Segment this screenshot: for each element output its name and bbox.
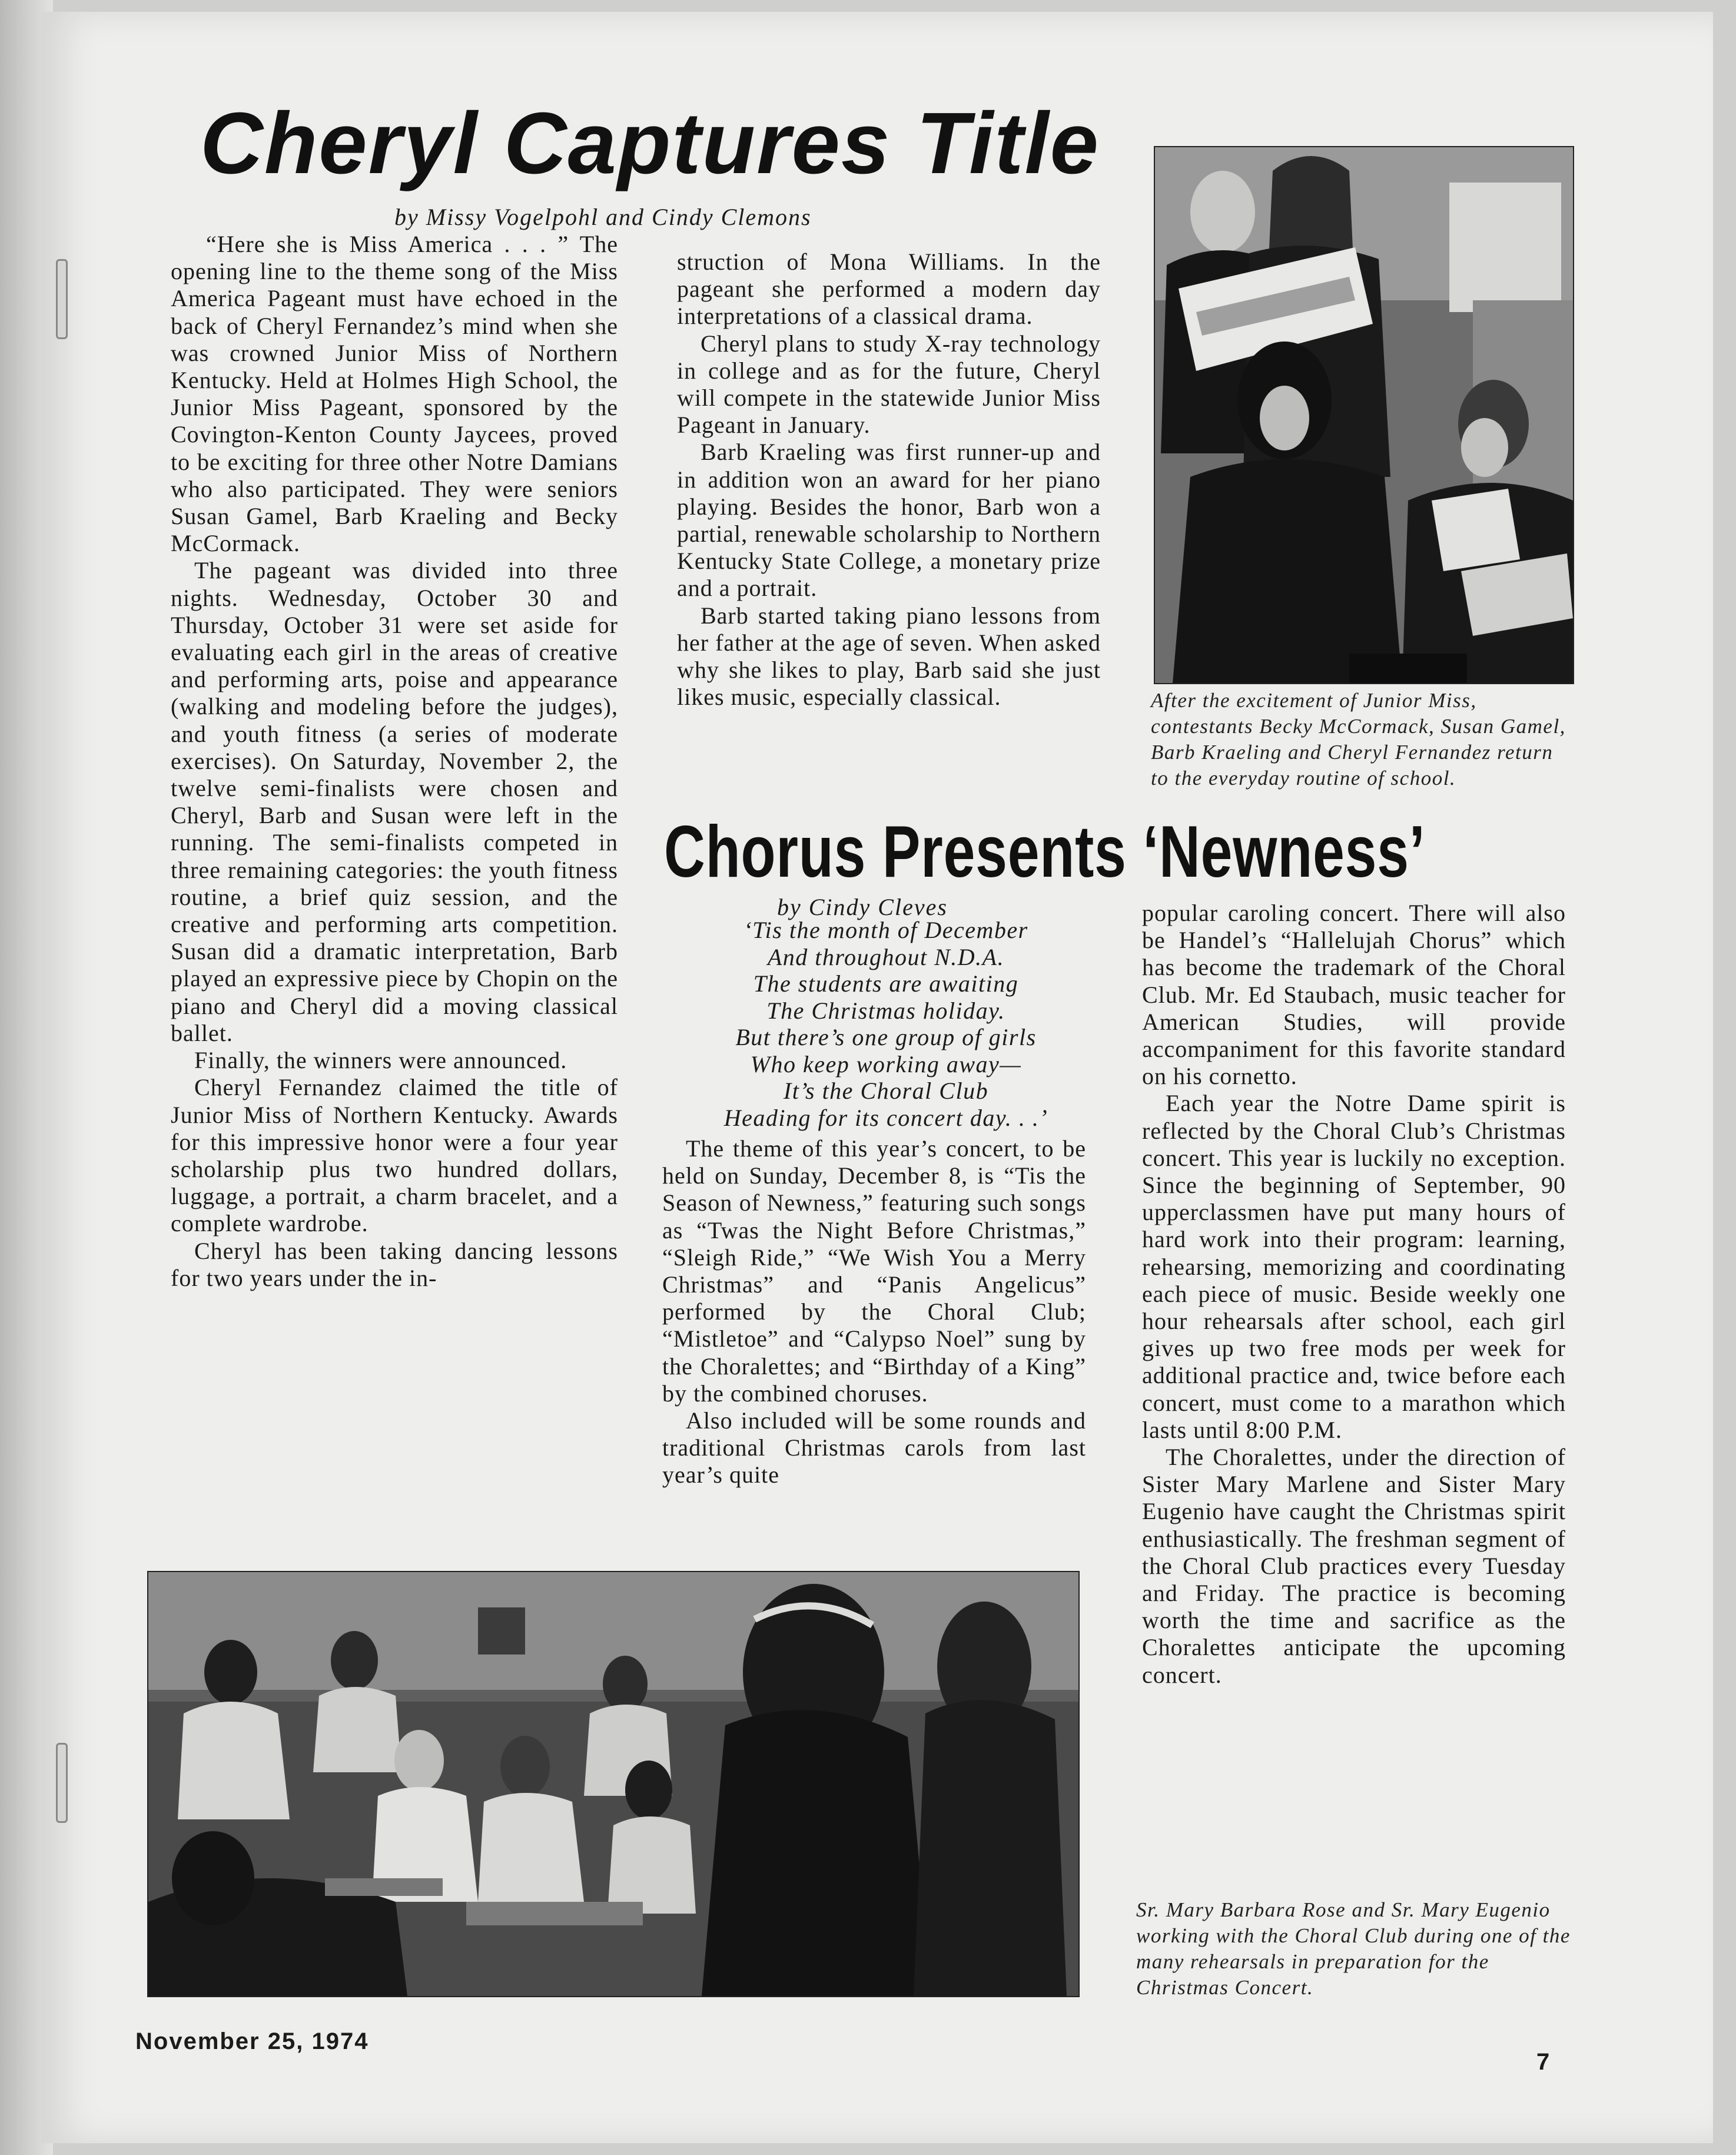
- paragraph: “Here she is Miss America . . . ” The opening line to the theme song of the Miss America Pageant must have echoed in the back of Cheryl Fernandez’s mind when she was crowned Junior Miss of Northern Kentucky. Held at Holmes High School, the Junior Miss Pageant, sponsored by the Covington-Kenton County Jaycees, proved to be exciting for three other Notre Damians who also participated. They were seniors Susan Gamel, Barb Kraeling and Becky McCormack.: [171, 231, 618, 557]
- paragraph: Also included will be some rounds and traditional Christmas carols from last year’s quite: [662, 1407, 1086, 1488]
- issue-date: November 25, 1974: [135, 2028, 369, 2054]
- paragraph: The theme of this year’s concert, to be held on Sunday, December 8, is “Tis the Season of Newness,” featuring such songs as “Twas the Night Before Christmas,” “Sleigh Ride,” “We Wish You a Merry Christmas” and “Panis Angelicus” performed by the Choral Club; “Mistletoe” and “Calypso Noel” sung by the Choralettes; and “Birthday of a King” by the combined choruses.: [662, 1135, 1086, 1407]
- article2-poem: [668, 917, 1104, 1131]
- paragraph: Barb Kraeling was first runner-up and in addition won an award for her piano playing. Besides the honor, Barb won a partial, renewable scholarship to Northern Kentucky State College, a monetary prize and a portrait.: [677, 439, 1101, 602]
- poem-line: Who keep working away—: [750, 1050, 1022, 1078]
- poem-line: It’s the Choral Club: [783, 1078, 989, 1104]
- article2-headline: Chorus Presents ‘Newness’: [664, 811, 1426, 893]
- staple-bottom: [56, 1743, 68, 1823]
- paragraph: Each year the Notre Dame spirit is reflected by the Choral Club’s Christmas concert. This year is luckily no exception. Since the beginning of September, 90 upperclassmen have put many hours of hard work into their program: learning, rehearsing, memorizing and coordinating each piece of music. Beside weekly one hour rehearsals after school, each girl gives up two free mods per week for additional practice and, twice before each concert, must come to a marathon which lasts until 8:00 P.M.: [1142, 1090, 1566, 1443]
- poem-line: And throughout N.D.A.: [767, 943, 1005, 970]
- paragraph: Finally, the winners were announced.: [194, 1047, 567, 1074]
- junior-miss-photo: [1154, 146, 1574, 684]
- paragraph: Cheryl has been taking dancing lessons for two years under the in-: [171, 1237, 618, 1291]
- poem-line: But there’s one group of girls: [735, 1024, 1037, 1050]
- article2-column-1: [662, 1135, 1086, 1489]
- paragraph: The pageant was divided into three nights. Wednesday, October 30 and Thursday, October 31 were set aside for evaluating each girl in the areas of creative and performing arts, poise and appearance (walking and modeling before the judges), and youth fitness (a series of moderate exercises). On Saturday, November 2, the twelve semi-finalists were chosen and Cheryl, Barb and Susan were left in the running. The semi-finalists competed in three remaining categories: the youth fitness routine, a brief quiz session, and the creative and performing arts competition. Susan did a dramatic interpretation, Barb played an expressive piece by Chopin on the piano and Cheryl did a moving classical ballet.: [171, 557, 618, 1046]
- poem-line: ‘Tis the month of December: [743, 917, 1028, 943]
- article1-byline: by Missy Vogelpohl and Cindy Clemons: [394, 204, 812, 230]
- article1-column-1: [171, 231, 618, 1292]
- article2-column-2: [1142, 900, 1566, 1689]
- paragraph: Cheryl Fernandez claimed the title of Junior Miss of Northern Kentucky. Awards for this impressive honor were a four year scholarship plus two hundred dollars, luggage, a portrait, a charm bracelet, and a complete wardrobe.: [171, 1074, 618, 1237]
- page-number: 7: [1536, 2049, 1550, 2075]
- paragraph: Cheryl plans to study X-ray technology in college and as for the future, Cheryl will compete in the statewide Junior Miss Pageant in January.: [677, 330, 1101, 439]
- choral-club-photo: [147, 1571, 1080, 1997]
- paragraph: popular caroling concert. There will also be Handel’s “Hallelujah Chorus” which has become the trademark of the Choral Club. Mr. Ed Staubach, music teacher for American Studies, will provide accompaniment for this favorite standard on his cornetto.: [1142, 900, 1566, 1090]
- poem-line: Heading for its concert day. . .’: [723, 1104, 1048, 1131]
- junior-miss-photo-caption: After the excitement of Junior Miss, contestants Becky McCormack, Susan Gamel, Barb Kraeling and Cheryl Fernandez return to the everyday routine of school.: [1151, 689, 1566, 790]
- poem-line: The Christmas holiday.: [766, 997, 1005, 1024]
- staple-top: [56, 259, 68, 339]
- article1-column-2: [677, 248, 1101, 711]
- article1-headline: Cheryl Captures Title: [200, 95, 1100, 192]
- paragraph: struction of Mona Williams. In the pageant she performed a modern day interpretations of a classical drama.: [677, 248, 1101, 330]
- article2-byline: by Cindy Cleves: [777, 894, 948, 920]
- poem-line: The students are awaiting: [753, 970, 1019, 997]
- choral-club-photo-caption: Sr. Mary Barbara Rose and Sr. Mary Eugenio working with the Choral Club during one of the many rehearsals in preparation for the Christmas Concert.: [1136, 1898, 1571, 1999]
- paragraph: The Choralettes, under the direction of Sister Mary Marlene and Sister Mary Eugenio have caught the Christmas spirit enthusiastically. The freshman segment of the Choral Club practices every Tuesday and Friday. The practice is becoming worth the time and sacrifice as the Choralettes anticipate the upcoming concert.: [1142, 1444, 1566, 1688]
- paragraph: Barb started taking piano lessons from her father at the age of seven. When asked why she likes to play, Barb said she just likes music, especially classical.: [677, 602, 1101, 711]
